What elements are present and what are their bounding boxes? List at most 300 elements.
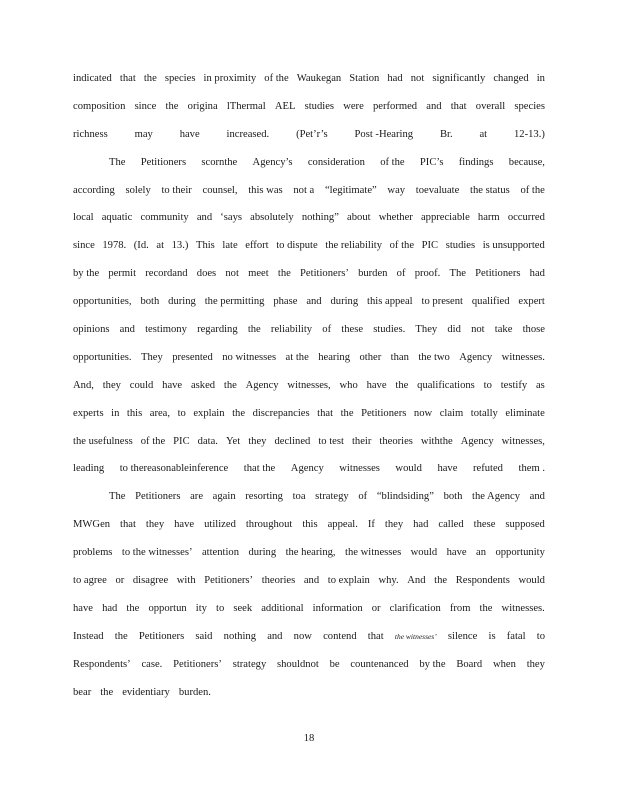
word: studies. — [373, 324, 406, 336]
word: at — [156, 240, 165, 252]
word: as — [535, 379, 545, 391]
word: who — [339, 379, 358, 391]
word: Petitioners’ — [173, 658, 222, 670]
word: at the — [285, 351, 309, 363]
word: refuted — [472, 463, 503, 475]
word: to their — [161, 184, 192, 196]
word: findings — [458, 156, 494, 168]
word: them . — [518, 463, 545, 475]
word: overall — [475, 100, 506, 112]
word: the — [100, 686, 114, 698]
word: withthe — [420, 435, 453, 447]
word: did — [447, 324, 461, 336]
word: changed — [493, 73, 529, 84]
word: the two — [418, 351, 450, 363]
word: have — [446, 547, 467, 559]
word: data. — [197, 435, 218, 447]
word: the — [114, 630, 128, 642]
word: Agency — [290, 463, 324, 475]
word: PIC — [173, 435, 190, 447]
text-line — [73, 322, 545, 350]
word: of — [396, 268, 406, 280]
text-line — [73, 657, 545, 685]
word: bear — [73, 686, 92, 698]
word: meet — [248, 268, 269, 280]
word: may — [134, 128, 153, 140]
word: Br. — [439, 128, 453, 140]
word: totally — [470, 407, 498, 419]
word: the Agency — [472, 491, 520, 503]
word: Board — [456, 658, 483, 670]
text-line — [73, 99, 545, 127]
word: to present — [421, 296, 463, 308]
word: aquatic — [101, 212, 133, 224]
word: performed — [372, 100, 418, 112]
word: in — [536, 73, 545, 84]
word: Waukegan — [296, 73, 342, 84]
word: PIC’s — [419, 156, 444, 168]
word: information — [312, 602, 363, 614]
word: experts — [73, 407, 104, 419]
word: And — [407, 575, 426, 587]
word: the — [434, 575, 448, 587]
word: Respondents — [455, 575, 510, 587]
word: PIC — [421, 240, 439, 252]
word: “legitimate” — [324, 184, 377, 196]
word: utilized — [204, 519, 236, 531]
word: effort — [245, 240, 269, 252]
word: toa — [292, 491, 306, 503]
word: their — [351, 435, 372, 447]
word: throughout — [245, 519, 293, 531]
word: the status — [470, 184, 510, 196]
word: to thereasonableinference — [119, 463, 229, 475]
word: this — [126, 407, 143, 419]
word: in proximity — [203, 73, 257, 84]
word: and — [529, 491, 545, 503]
word: is unsupported — [482, 240, 545, 252]
word: of — [322, 324, 332, 336]
word: by the — [419, 658, 446, 670]
word: countenanced — [350, 658, 409, 670]
word: of the — [380, 156, 405, 168]
word: 1978. — [102, 240, 127, 252]
text-line — [73, 601, 545, 629]
word: They — [415, 324, 438, 336]
word: testify — [500, 379, 528, 391]
word: Petitioners — [138, 630, 185, 642]
word: witnesses, — [287, 379, 331, 391]
word: during — [248, 547, 277, 559]
word: the hearing, — [285, 547, 336, 559]
word: now — [413, 407, 433, 419]
word: the — [277, 268, 291, 280]
word: the witnesses — [345, 547, 402, 559]
word: origina — [187, 100, 218, 112]
word: silence — [447, 630, 478, 642]
word: in — [111, 407, 120, 419]
word: this — [302, 519, 318, 531]
word: or — [115, 575, 125, 587]
word: have — [73, 602, 93, 614]
word: nothing — [223, 630, 257, 642]
word: case. — [141, 658, 163, 670]
word: (Pet’r’s — [296, 128, 328, 140]
word: opportunities, — [73, 296, 132, 308]
text-line — [73, 573, 545, 601]
word: have — [437, 463, 458, 475]
word: Agency — [460, 435, 494, 447]
text-line — [73, 461, 545, 489]
word: the — [143, 73, 157, 84]
word: qualified — [471, 296, 510, 308]
word: of — [358, 491, 368, 503]
word: They — [141, 351, 163, 363]
word: “blindsiding” — [376, 491, 434, 503]
word: Yet — [225, 435, 241, 447]
word: again — [212, 491, 236, 503]
word: shouldnot — [277, 658, 319, 670]
word: reliability — [270, 324, 313, 336]
word: would — [395, 463, 422, 475]
word: testimony — [145, 324, 187, 336]
word: opportunities. — [73, 351, 132, 363]
word: called — [438, 519, 464, 531]
text-line — [73, 406, 545, 434]
word: appreciable — [420, 212, 470, 224]
text-line — [73, 71, 545, 99]
text-line — [73, 434, 545, 462]
word: during — [330, 296, 359, 308]
text-line — [73, 238, 545, 266]
word: both — [140, 296, 160, 308]
word: absolutely — [250, 212, 294, 224]
word: have — [179, 128, 200, 140]
word: the — [223, 379, 237, 391]
word: of the — [140, 435, 166, 447]
word: both — [443, 491, 463, 503]
word: to the witnesses’ — [121, 547, 193, 559]
word: fatal — [506, 630, 526, 642]
word: witnesses. — [501, 351, 545, 363]
word: witnesses. — [501, 602, 545, 614]
word: the usefulness — [73, 435, 133, 447]
text-line — [73, 350, 545, 378]
word: contend — [323, 630, 357, 642]
word: burden. — [178, 686, 211, 698]
word: regarding — [197, 324, 238, 336]
word: an — [476, 547, 487, 559]
word: they — [248, 435, 267, 447]
word: Petitioners — [140, 156, 187, 168]
word: these — [473, 519, 496, 531]
word: and — [119, 324, 135, 336]
word: strategy — [232, 658, 267, 670]
word: local — [73, 212, 94, 224]
word: could — [129, 379, 154, 391]
page-number: 18 — [303, 733, 315, 744]
word: that — [367, 630, 384, 642]
text-line — [73, 378, 545, 406]
word: not — [410, 73, 425, 84]
word: If — [367, 519, 375, 531]
word: they — [384, 519, 404, 531]
word: disagree — [132, 575, 169, 587]
word: this was — [248, 184, 283, 196]
word: of the — [520, 184, 545, 196]
word: nothing” — [301, 212, 339, 224]
word: qualifications — [417, 379, 475, 391]
word: Petitioners — [135, 491, 181, 503]
word: whether — [378, 212, 413, 224]
word: the witnesses’ — [394, 631, 437, 641]
text-line — [73, 685, 545, 713]
word: be — [329, 658, 340, 670]
word: way — [387, 184, 406, 196]
word: they — [145, 519, 165, 531]
word: would — [518, 575, 545, 587]
word: Respondents’ — [73, 658, 131, 670]
word: Agency’s — [252, 156, 293, 168]
word: composition — [73, 100, 126, 112]
word: Petitioners’ — [204, 575, 254, 587]
word: claim — [439, 407, 464, 419]
text-line — [73, 183, 545, 211]
word: no witnesses — [222, 351, 277, 363]
word: theories — [379, 435, 413, 447]
word: indicated — [73, 73, 112, 84]
word: Petitioners — [475, 268, 521, 280]
word: hearing — [318, 351, 351, 363]
word: to explain — [327, 575, 370, 587]
word: lThermal — [226, 100, 266, 112]
word: recordand — [145, 268, 188, 280]
word: during — [168, 296, 196, 308]
word: occurred — [507, 212, 545, 224]
word: about — [347, 212, 371, 224]
word: to dispute — [276, 240, 318, 252]
word: opportun — [148, 602, 187, 614]
word: declined — [274, 435, 311, 447]
word: said — [195, 630, 213, 642]
word: 13.) — [171, 240, 189, 252]
word: increased. — [226, 128, 270, 140]
word: to — [216, 602, 225, 614]
word: is — [488, 630, 496, 642]
word: the permitting — [204, 296, 265, 308]
word: eliminate — [505, 407, 545, 419]
word: does — [196, 268, 217, 280]
word: and — [267, 630, 283, 642]
word: expert — [518, 296, 545, 308]
word: take — [494, 324, 513, 336]
word: because, — [508, 156, 545, 168]
word: had — [387, 73, 403, 84]
word: and — [426, 100, 442, 112]
word: opportunity — [495, 547, 545, 559]
word: those — [522, 324, 545, 336]
word: Instead — [73, 630, 104, 642]
word: leading — [73, 463, 105, 475]
word: are — [190, 491, 204, 503]
word: that — [450, 100, 467, 112]
text-line — [73, 294, 545, 322]
word: witnesses — [339, 463, 380, 475]
word: that the — [243, 463, 276, 475]
body-text — [73, 71, 545, 712]
word: or — [371, 602, 381, 614]
word: harm — [477, 212, 500, 224]
word: not a — [293, 184, 315, 196]
word: than — [390, 351, 409, 363]
word: Agency — [459, 351, 493, 363]
word: discrepancies — [252, 407, 310, 419]
word: to agree — [73, 575, 107, 587]
word: solely — [125, 184, 151, 196]
word: why. — [378, 575, 399, 587]
word: supposed — [505, 519, 545, 531]
word: now — [293, 630, 312, 642]
word: presented — [172, 351, 213, 363]
word: Agency — [245, 379, 279, 391]
word: since — [134, 100, 157, 112]
word: the — [479, 602, 493, 614]
word: burden — [358, 268, 388, 280]
word: And, — [73, 379, 94, 391]
word: strategy — [315, 491, 349, 503]
word: theories — [261, 575, 296, 587]
word: to — [483, 379, 492, 391]
text-line — [73, 489, 545, 517]
word: the — [395, 379, 409, 391]
word: were — [343, 100, 364, 112]
word: not — [471, 324, 485, 336]
word: studies — [304, 100, 335, 112]
word: this appeal — [367, 296, 413, 308]
word: area, — [149, 407, 171, 419]
word: to test — [318, 435, 344, 447]
word: seek — [233, 602, 253, 614]
word: that — [317, 407, 334, 419]
text-line — [73, 127, 545, 155]
word: opinions — [73, 324, 110, 336]
word: Petitioners’ — [300, 268, 349, 280]
word: This — [195, 240, 215, 252]
word: and — [303, 575, 320, 587]
word: they — [102, 379, 121, 391]
word: phase — [273, 296, 298, 308]
word: clarification — [389, 602, 441, 614]
word: ity — [195, 602, 207, 614]
word: of the — [389, 240, 415, 252]
word: at — [479, 128, 488, 140]
word: resorting — [245, 491, 283, 503]
text-line — [73, 155, 545, 183]
word: according — [73, 184, 115, 196]
word: MWGen — [73, 519, 111, 531]
word: significantly — [432, 73, 486, 84]
word: Petitioners — [361, 407, 407, 419]
word: community — [140, 212, 189, 224]
word: The — [449, 268, 466, 280]
word: appeal. — [327, 519, 358, 531]
word: toevaluate — [415, 184, 460, 196]
word: attention — [201, 547, 240, 559]
word: species — [164, 73, 196, 84]
word: The — [109, 156, 126, 168]
word: had — [413, 519, 429, 531]
word: to — [536, 630, 545, 642]
word: permit — [108, 268, 137, 280]
word: Station — [349, 73, 380, 84]
word: of the — [264, 73, 289, 84]
word: the reliability — [325, 240, 383, 252]
word: scornthe — [201, 156, 238, 168]
word: with — [176, 575, 196, 587]
word: not — [225, 268, 239, 280]
word: consideration — [307, 156, 365, 168]
word: ‘says — [220, 212, 243, 224]
text-line — [73, 545, 545, 573]
word: since — [73, 240, 95, 252]
text-line — [73, 266, 545, 294]
word: had — [102, 602, 118, 614]
word: would — [410, 547, 438, 559]
word: asked — [190, 379, 216, 391]
word: The — [109, 491, 126, 503]
text-line — [73, 629, 545, 657]
word: 12-13.) — [513, 128, 545, 140]
word: by the — [73, 268, 100, 280]
word: that — [119, 73, 136, 84]
word: AEL — [274, 100, 296, 112]
word: the — [340, 407, 354, 419]
word: have — [162, 379, 183, 391]
word: the — [247, 324, 261, 336]
text-line — [73, 517, 545, 545]
word: problems — [73, 547, 113, 559]
word: from — [449, 602, 471, 614]
word: and — [196, 212, 213, 224]
word: explain — [193, 407, 225, 419]
word: that — [120, 519, 136, 531]
word: when — [492, 658, 516, 670]
word: the — [232, 407, 246, 419]
word: species — [514, 100, 545, 112]
word: richness — [73, 128, 108, 140]
word: evidentiary — [122, 686, 170, 698]
word: have — [366, 379, 387, 391]
word: the — [165, 100, 179, 112]
word: to — [177, 407, 186, 419]
word: studies — [445, 240, 476, 252]
word: counsel, — [202, 184, 238, 196]
word: and — [306, 296, 322, 308]
word: they — [526, 658, 545, 670]
word: (Id. — [133, 240, 149, 252]
word: had — [529, 268, 545, 280]
word: proof. — [414, 268, 441, 280]
word: witnesses, — [501, 435, 545, 447]
word: have — [174, 519, 195, 531]
word: Post -Hearing — [354, 128, 414, 140]
word: late — [222, 240, 238, 252]
word: the — [126, 602, 140, 614]
word: these — [341, 324, 364, 336]
word: other — [359, 351, 382, 363]
word: additional — [261, 602, 304, 614]
text-line — [73, 210, 545, 238]
